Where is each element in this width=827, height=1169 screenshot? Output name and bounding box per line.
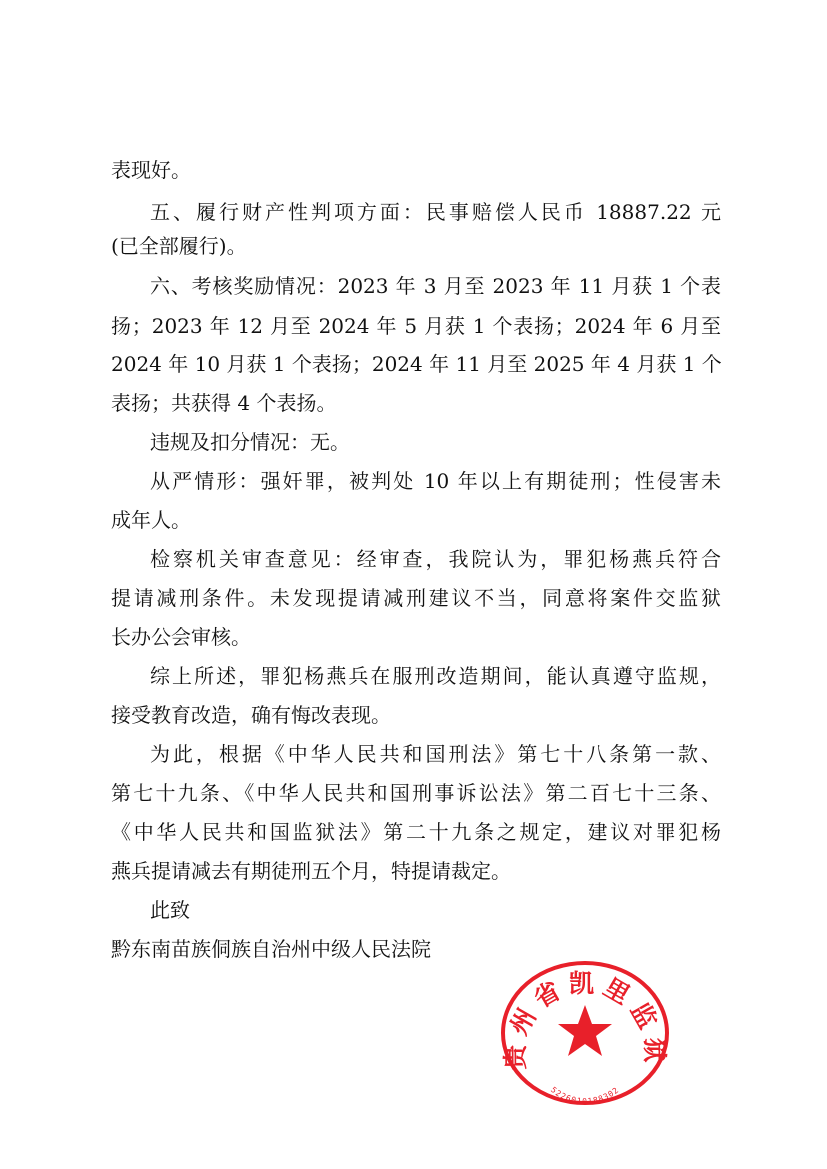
text-line: 燕兵提请减去有期徒刑五个月，特提请裁定。 (111, 859, 511, 883)
text-line: 从严情形：强奸罪，被判处 10 年以上有期徒刑；性侵害未 (150, 469, 721, 493)
text-line: 接受教育改造，确有悔改表现。 (111, 703, 391, 727)
text-line: 《中华人民共和国监狱法》第二十九条之规定，建议对罪犯杨 (111, 820, 721, 844)
text-line: 黔东南苗族侗族自治州中级人民法院 (111, 937, 431, 961)
text-line: 长办公会审核。 (111, 625, 251, 649)
official-seal (499, 960, 671, 1105)
text-line: 表扬；共获得 4 个表扬。 (111, 391, 337, 415)
text-line: 综上所述，罪犯杨燕兵在服刑改造期间，能认真遵守监规， (150, 664, 721, 688)
seal-text: 贵州省凯里监狱 (500, 969, 670, 1070)
text-line: 此致 (150, 898, 190, 922)
text-line: 违规及扣分情况：无。 (150, 430, 350, 454)
seal-number: 5226010188302 (549, 1085, 621, 1105)
star-icon (558, 1005, 612, 1056)
text-line: 为此，根据《中华人民共和国刑法》第七十八条第一款、 (150, 742, 721, 766)
text-line: 第七十九条、《中华人民共和国刑事诉讼法》第二百七十三条、 (111, 781, 721, 805)
text-line: 表现好。 (111, 158, 191, 182)
text-line: (已全部履行)。 (111, 234, 247, 258)
text-line: 检察机关审查意见：经审查，我院认为，罪犯杨燕兵符合 (150, 547, 721, 571)
text-line: 提请减刑条件。未发现提请减刑建议不当，同意将案件交监狱 (111, 586, 721, 610)
text-line: 六、考核奖励情况：2023 年 3 月至 2023 年 11 月获 1 个表 (150, 274, 721, 298)
text-line: 五、履行财产性判项方面：民事赔偿人民币 18887.22 元 (150, 200, 721, 224)
text-line: 成年人。 (111, 508, 191, 532)
text-line: 2024 年 10 月获 1 个表扬；2024 年 11 月至 2025 年 4 月获 1 个 (111, 352, 722, 376)
text-line: 扬；2023 年 12 月至 2024 年 5 月获 1 个表扬；2024 年 6 月至 (111, 314, 721, 338)
